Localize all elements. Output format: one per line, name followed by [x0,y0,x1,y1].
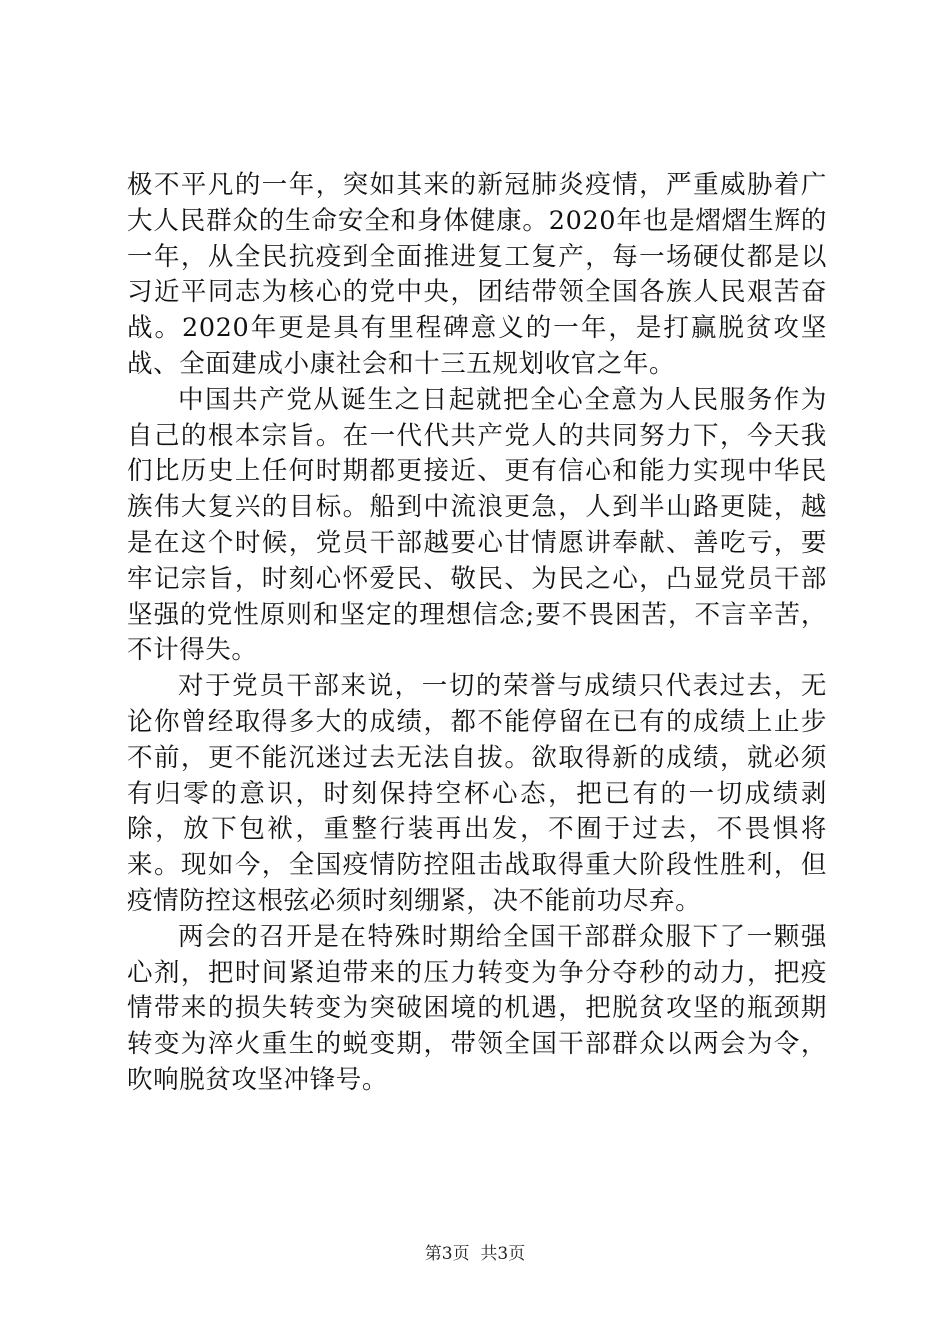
page-footer [0,1242,950,1266]
paragraph-2: 中国共产党从诞生之日起就把全心全意为人民服务作为自己的根本宗旨。在一代代共产党人的共同努力下，今天我们比历史上任何时期都更接近、更有信心和能力实现中华民族伟大复兴的目标。船到中流浪更急，人到半山路更陡，越是在这个时候，党员干部越要心甘情愿讲奉献、善吃亏，要牢记宗旨，时刻心怀爱民、敬民、为民之心，凸显党员干部坚强的党性原则和坚定的理想信念;要不畏困苦，不言辛苦，不计得失。 [127,384,827,666]
paragraph-1: 极不平凡的一年，突如其来的新冠肺炎疫情，严重威胁着广大人民群众的生命安全和身体健康。2020年也是熠熠生辉的一年，从全民抗疫到全面推进复工复产，每一场硬仗都是以习近平同志为核心的党中央，团结带领全国各族人民艰苦奋战。2020年更是具有里程碑意义的一年，是打赢脱贫攻坚战、全面建成小康社会和十三五规划收官之年。 [127,170,827,379]
paragraph-3: 对于党员干部来说，一切的荣誉与成绩只代表过去，无论你曾经取得多大的成绩，都不能停留在已有的成绩上止步不前，更不能沉迷过去无法自拔。欲取得新的成绩，就必须有归零的意识，时刻保持空杯心态，把已有的一切成绩剥除，放下包袱，重整行装再出发，不囿于过去，不畏惧将来。现如今，全国疫情防控阻击战取得重大阶段性胜利，但疫情防控这根弦必须时刻绷紧，决不能前功尽弃。 [127,671,827,916]
paragraph-4: 两会的召开是在特殊时期给全国干部群众服下了一颗强心剂，把时间紧迫带来的压力转变为争分夺秒的动力，把疫情带来的损失转变为突破困境的机遇，把脱贫攻坚的瓶颈期转变为淬火重生的蜕变期，带领全国干部群众以两会为令，吹响脱贫攻坚冲锋号。 [127,921,827,1095]
page-number-label: 第3页 共3页 [424,1244,526,1264]
document-body [127,168,827,1099]
